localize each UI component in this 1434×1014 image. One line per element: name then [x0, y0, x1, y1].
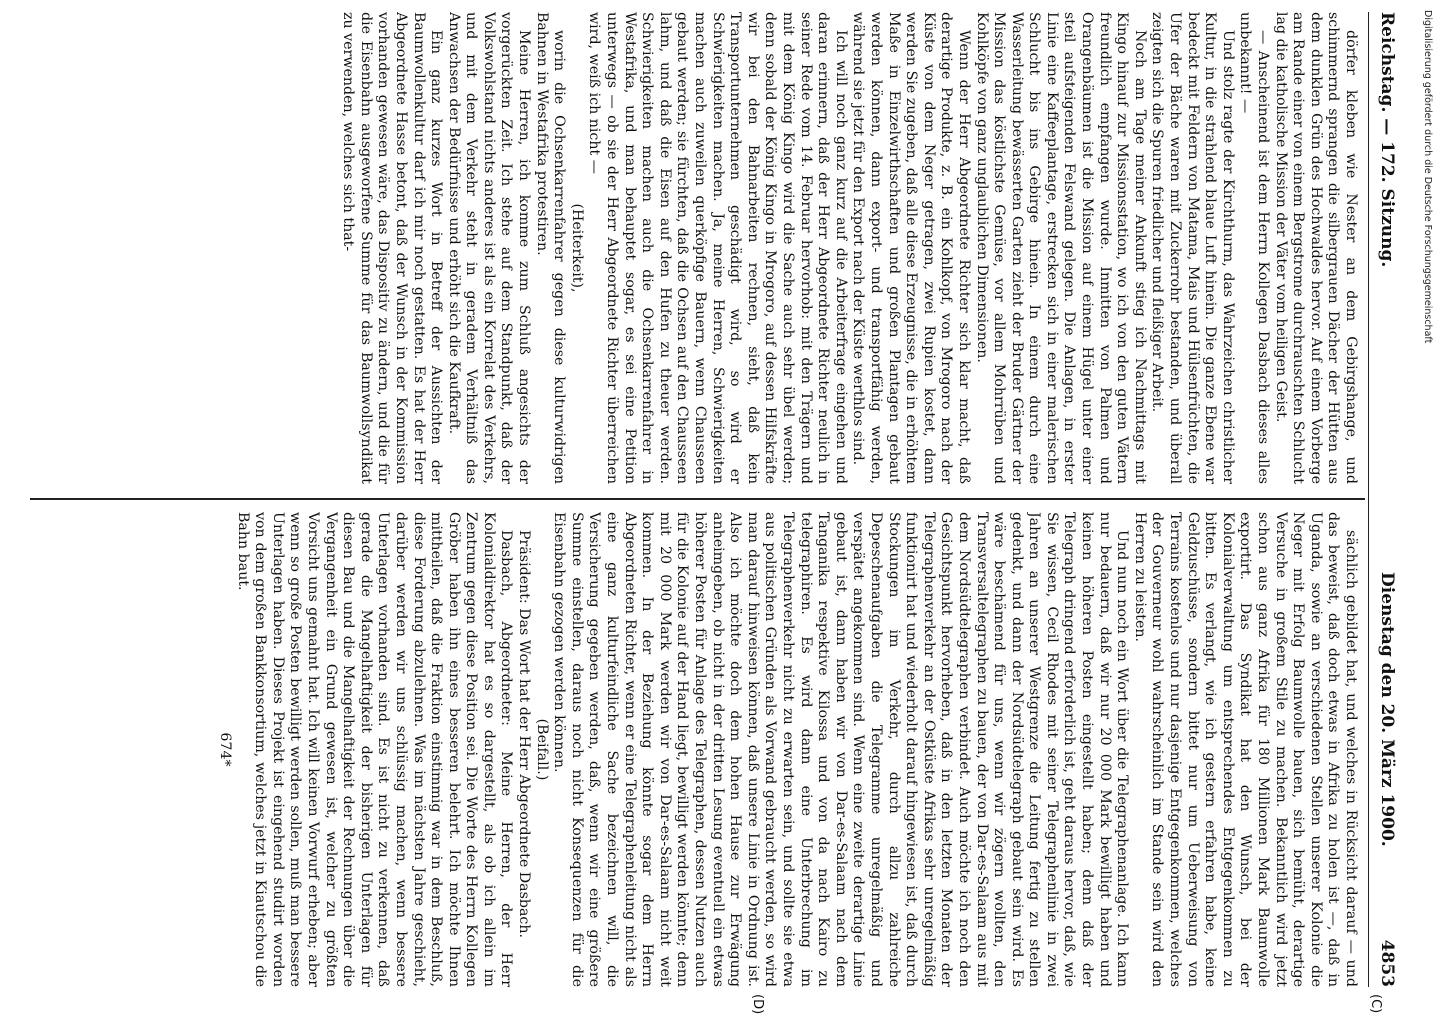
margin-mark-d: (D): [750, 994, 765, 1014]
header-session: Reichstag. — 172. Sitzung.: [1377, 12, 1397, 268]
left-column: [29, 12, 1359, 484]
paragraph: Meine Herren, ich komme zum Schluß angesichts der vorgerückten Zeit. Ich stehe auf dem Standpunkt, daß der Volkswohlstand nichts anderes ist als ein Korrelat des Verkehrs, und mit dem Verkehr steht in geradem Verhältniß das Anwachsen der Bedürfnisse und erhöht sich die Kaufkraft.: [445, 12, 533, 484]
paragraph: (Beifall.): [533, 718, 550, 781]
credit-text: Digitalisierung gefördert durch die Deutsche Forschungsgemeinschaft: [1422, 10, 1433, 344]
header-date: Dienstag den 20. März 1900.: [1377, 572, 1397, 847]
paragraph: Präsident: Das Wort hat der Herr Abgeordnete Dasbach.: [516, 530, 533, 939]
paragraph: Dasbach, Abgeordneter: Meine Herren, der Herr Kolonialdirektor hat es so dargestellt, als ob ich allein im Zentrum gegen diese Position sei. Die Worte des Herrn Kollegen Gröber haben ihn eines besseren belehrt. Ich möchte Ihnen mittheilen, daß die Fraktion einstimmig war in dem Beschluß, diese Forderung abzulehnen. Was im nächsten Jahre geschieht, darüber werden wir uns schlüssig machen, wenn bessere Unterlagen vorhanden sind. Es ist nicht zu verkennen, daß gerade die Mangelhaftigkeit der bisherigen Unterlagen für diesen Bau und die Mangelhaftigkeit der Rechnungen über die Vergangenheit ein Grund gewesen ist, welcher zu größten Vorsicht uns gemahnt hat. Ich will keinen Vorwurf erheben; aber wenn so große Posten bewilligt werden sollen, muß man bessere Unterlagen haben. Dieses Projekt ist eingehend studirt worden von dem großen Bankkonsortium, welches jetzt in Kiautschou die Bahn baut.: [234, 512, 515, 987]
paragraph: Ein ganz kurzes Wort in Betreff der Aussichten der Baumwollenkultur darf ich mir noch gestatten. Es hat der Herr Abgeordnete Hasse betont, daß der Wunsch in der Kommission vorhanden gewesen wäre, das Dispositiv zu ändern, und die für die Eisenbahn ausgeworfene Summe für das Baumwollsyndikat zu verwenden, welches sich that-: [340, 12, 445, 484]
paragraph: Ich will noch ganz kurz auf die Arbeiterfrage eingehen und daran erinnern, daß der Herr Abgeordnete Richter neulich in seiner Rede vom 14. Februar hervorhob: mit den Trägern und mit dem König Kingo wird die Sache auch sehr übel werden; denn sobald der König Kingo in Mrogoro, auf dessen Hilfskräfte wir bei den Bahnarbeiten rechnen, sieht, daß kein Transportunternehmen geschädigt wird, so wird er Schwierigkeiten machen. Ja, meine Herren, Schwierigkeiten machen auch zuweilen querköpfige Bauern, wenn Chausseen gebaut werden; sie fürchten, daß die Ochsen auf den Chausseen lahm, und daß die Eisen auf den Hufen zu theuer werden. Schwierigkeiten machen auch die Ochsenkarrenfahrer in Westafrika, und man behauptet sogar, es sei eine Petition unterwegs — ob sie der Herr Abgeordnete Richter überreichen wird, weiß ich nicht —: [586, 12, 849, 484]
paragraph: dörfer kleben wie Nester an dem Gebirgshange, und schimmernd sprangen die silbergrauen Dächer der Hütten aus dem dunklen Grün des Hochwaldes hervor. Auf einem Vorberge am Rande einer von einem Bergstrome durchrauschten Schlucht lag die katholische Mission der Väter vom heiligen Geist.: [1272, 12, 1359, 484]
margin-mark-c: (C): [1368, 994, 1383, 1014]
margin-mark-b: [750, 0, 765, 1]
paragraph: — Anscheinend ist dem Herrn Kollegen Dasbach dieses alles unbekannt! —: [1237, 12, 1272, 484]
paragraph: sächlich gebildet hat, und welches in Rücksicht darauf — und das beweist, daß doch etwas in Afrika zu holen ist —, daß in Uganda, sowie an verschiedenen Stellen unserer Kolonie die Neger mit Erfolg Baumwolle bauen, sich bemüht, derartige Versuche in großem Stile zu machen. Bekanntlich wird jetzt schon aus ganz Afrika für 180 Millionen Mark Baumwolle exportirt. Das Syndikat hat den Wunsch, bei der Kolonialverwaltung um entsprechendes Entgegenkommen zu bitten. Es verlangt, wie ich gestern erfahren habe, keine Geldzuschüsse, sondern bittet nur um Ueberweisung von Terrains kostenlos und nur dasjenige Entgegenkommen, welches der Gouverneur wohl wahrscheinlich im Stande sein wird den Herren zu leisten.: [1131, 512, 1359, 987]
paragraph: 674*: [217, 732, 233, 767]
paragraph: Wenn der Herr Abgeordnete Richter sich klar macht, daß derartige Produkte, z. B. ein Kohlkopf, von Mrogoro nach der Küste von dem Neger getragen, zwei Rupien kostet, dann werden Sie zugeben, daß alle diese Erzeugnisse, die in erhöhtem Maße in Einzelwirthschaften und großen Plantagen gebaut werden können, dann export- und transportfähig werden, während sie jetzt für den Export nach der Küste werthlos sind.: [850, 12, 972, 484]
column-divider: [30, 498, 1365, 500]
header-page-number: 4853: [1377, 939, 1397, 987]
margin-mark-a: [1368, 0, 1383, 1]
sidebar-credit: [1420, 10, 1434, 995]
right-column: [29, 512, 1359, 987]
paragraph: Noch am Tage meiner Ankunft stieg ich Nachmittags mit Kingo hinauf zur Missionsstation, wo ich von den guten Vätern freundlich empfangen wurde. Inmitten von Palmen und Orangenbäumen ist die Mission auf einem Hügel unter einer steil aufsteigenden Felswand gelegen. Die Anlagen, in erster Linie eine Kaffeeplantage, erstrecken sich in einer malerischen Schlucht bis ins Gebirge hinein. In einem durch eine Wasserleitung bewässerten Garten zieht der Bruder Gärtner der Mission das köstlichste Gemüse, vor allem Mohrrüben und Kohlköpfe von ganz unglaublichen Dimensionen.: [973, 12, 1148, 484]
paragraph: (Heiterkeit),: [568, 203, 585, 293]
page-header: [1368, 12, 1405, 987]
paragraph: Und nun noch ein Wort über die Telegraphenanlage. Ich kann nur bedauern, daß wir nur 20 000 Mark bewilligt haben und keinen höheren Posten eingestellt haben; denn daß der Telegraph dringend erforderlich ist, geht daraus hervor, daß, wie Sie wissen, Cecil Rhodes mit seiner Telegraphenlinie in zwei Jahren an unserer Westgrenze die Leitung fertig zu stellen gedenkt, und dann der Nordsüdtelegraph gebaut sein wird. Es wäre beschämend für uns, wenn wir zögern wollten, den Transversaltelegraphen zu bauen, der von Dar-es-Salaam aus mit dem Nordsüdtelegraphen verbindet. Auch möchte ich noch den Gesichtspunkt hervorheben, daß in den letzten Monaten der Telegraphenverkehr an der Ostküste Afrikas sehr unregelmäßig funktionirt hat und wiederholt darauf hingewiesen ist, daß durch Stockungen im Verkehr, durch allzu zahlreiche Depeschenaufgaben die Telegramme unregelmäßig und verspätet angekommen sind. Wenn eine zweite derartige Linie gebaut ist, dann haben wir von Dar-es-Salaam nach dem Tanganika respektive Kilossa und von da nach Kairo zu telegraphiren. Es wird dann eine Unterbrechung im Telegraphenverkehr nicht zu erwarten sein, und sollte sie etwa aus politischen Gründen als Vorwand gebraucht werden, so wird man darauf hinweisen können, daß unsere Linie in Ordnung ist. Also ich möchte doch dem hohen Hause zur Erwägung anheimgeben, ob nicht in der dritten Lesung eventuell ein etwas höherer Posten für Anlage des Telegraphen, dessen Nutzen auch für die Kolonie auf der Hand liegt, bewilligt werden könnte; denn mit 20 000 Mark werden wir von Dar-es-Salaam nicht weit kommen. In der Beziehung könnte sogar dem Herrn Abgeordneten Richter, wenn er eine Telegraphenleitung nicht als eine ganz kulturfeindliche Sache bezeichnen will, die Versicherung gegeben werden, daß, wenn wir eine größere Summe einstellen, daraus noch nicht Konsequenzen für die Eisenbahn gezogen werden können.: [551, 512, 1131, 987]
paragraph: Und stolz ragte der Kirchthurm, das Wahrzeichen christlicher Kultur, in die strahlend blaue Luft hinein. Die ganze Ebene war bedeckt mit Feldern von Matama, Mais und Hülsenfrüchten, die Ufer der Bäche waren mit Zuckerrohr bestanden, und überall zeigten sich die Spuren friedlicher und fleißiger Arbeit.: [1149, 12, 1236, 484]
rotated-document-page: [25, 12, 1405, 1014]
paragraph: worin die Ochsenkarrenfahrer gegen diese kulturwidrigen Bahnen in Westafrika protestiren.: [533, 12, 568, 484]
